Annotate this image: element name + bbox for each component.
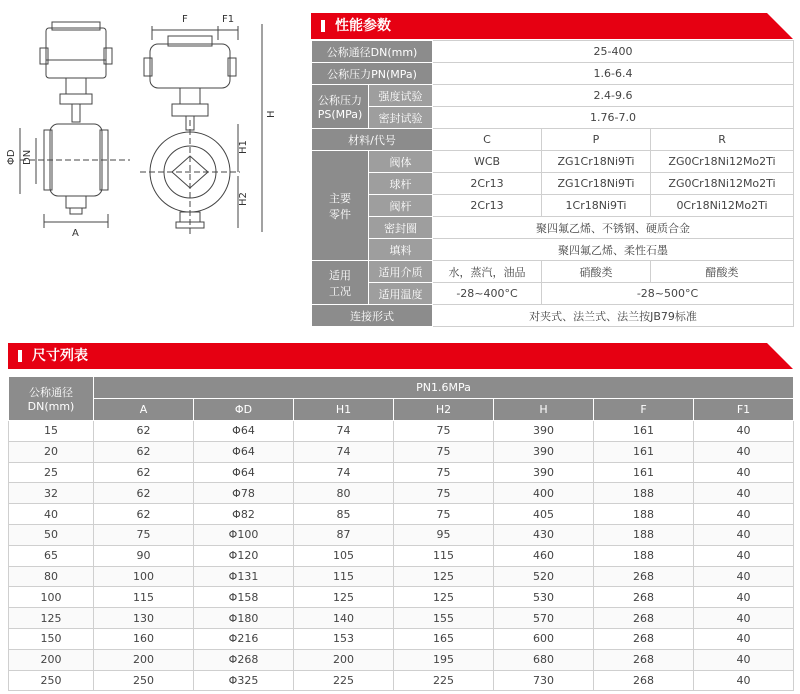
perf-table xyxy=(311,40,794,327)
table-cell: 62 xyxy=(94,462,194,483)
table-cell: 40 xyxy=(694,545,794,566)
perf-code-r: R xyxy=(651,129,794,151)
table-cell: 570 xyxy=(494,608,594,629)
table-cell: 125 xyxy=(9,608,94,629)
table-cell: 100 xyxy=(94,566,194,587)
table-cell: 62 xyxy=(94,421,194,442)
table-cell: 125 xyxy=(394,566,494,587)
table-cell: Φ131 xyxy=(194,566,294,587)
table-cell: 188 xyxy=(594,524,694,545)
dim-col-a: A xyxy=(94,399,194,421)
perf-stem-p: 1Cr18Ni9Ti xyxy=(542,195,651,217)
table-cell: 730 xyxy=(494,670,594,691)
table-cell: 405 xyxy=(494,504,594,525)
label-dn: DN xyxy=(22,149,33,165)
perf-ball-c: 2Cr13 xyxy=(433,173,542,195)
table-cell: 40 xyxy=(694,524,794,545)
table-cell: 115 xyxy=(394,545,494,566)
dim-table xyxy=(8,376,794,691)
dim-col-f1: F1 xyxy=(694,399,794,421)
table-cell: 155 xyxy=(394,608,494,629)
dim-dn-header-2: DN(mm) xyxy=(27,400,75,413)
perf-code-p: P xyxy=(542,129,651,151)
perf-temp-c: -28~400°C xyxy=(433,283,542,305)
table-cell: 75 xyxy=(394,483,494,504)
perf-ps-label-1: 公称压力 xyxy=(318,94,362,107)
dim-col-f: F xyxy=(594,399,694,421)
perf-ball-label: 球杆 xyxy=(369,173,433,195)
perf-cond-label xyxy=(312,261,369,305)
table-cell: 125 xyxy=(394,587,494,608)
table-cell: 188 xyxy=(594,483,694,504)
perf-media-label: 适用介质 xyxy=(369,261,433,283)
table-cell: Φ100 xyxy=(194,524,294,545)
table-cell: 250 xyxy=(9,670,94,691)
table-cell: Φ216 xyxy=(194,628,294,649)
label-f: F xyxy=(182,14,188,25)
table-row xyxy=(9,462,794,483)
table-cell: 430 xyxy=(494,524,594,545)
perf-packing-label: 填料 xyxy=(369,239,433,261)
table-cell: 20 xyxy=(9,441,94,462)
perf-connection-label: 连接形式 xyxy=(312,305,433,327)
table-cell: Φ325 xyxy=(194,670,294,691)
table-cell: 160 xyxy=(94,628,194,649)
label-phi-d: ΦD xyxy=(6,149,17,165)
table-cell: 161 xyxy=(594,421,694,442)
table-row xyxy=(9,628,794,649)
perf-media-r: 醋酸类 xyxy=(651,261,794,283)
table-cell: 40 xyxy=(694,670,794,691)
perf-material-label: 材料/代号 xyxy=(312,129,433,151)
perf-strength-value: 2.4-9.6 xyxy=(433,85,794,107)
table-cell: 200 xyxy=(94,649,194,670)
table-cell: 40 xyxy=(694,566,794,587)
perf-ps-label xyxy=(312,85,369,129)
table-cell: Φ82 xyxy=(194,504,294,525)
table-cell: 62 xyxy=(94,483,194,504)
table-cell: 40 xyxy=(694,441,794,462)
table-cell: 268 xyxy=(594,649,694,670)
table-cell: 520 xyxy=(494,566,594,587)
table-cell: 40 xyxy=(9,504,94,525)
perf-media-p: 硝酸类 xyxy=(542,261,651,283)
label-a: A xyxy=(72,228,79,239)
perf-temp-label: 适用温度 xyxy=(369,283,433,305)
table-cell: 90 xyxy=(94,545,194,566)
table-cell: Φ158 xyxy=(194,587,294,608)
table-cell: 530 xyxy=(494,587,594,608)
table-cell: 80 xyxy=(9,566,94,587)
table-cell: 268 xyxy=(594,628,694,649)
dim-body xyxy=(9,421,794,691)
table-row xyxy=(9,524,794,545)
table-cell: 268 xyxy=(594,608,694,629)
table-row xyxy=(9,608,794,629)
table-cell: 115 xyxy=(94,587,194,608)
valve-drawing xyxy=(0,0,300,240)
table-cell: 200 xyxy=(9,649,94,670)
table-cell: 250 xyxy=(94,670,194,691)
table-cell: 268 xyxy=(594,566,694,587)
dim-col-h2: H2 xyxy=(394,399,494,421)
perf-body-label: 阀体 xyxy=(369,151,433,173)
table-cell: 75 xyxy=(394,441,494,462)
table-cell: 40 xyxy=(694,462,794,483)
label-h1: H1 xyxy=(238,140,249,154)
table-cell: 40 xyxy=(694,628,794,649)
table-cell: 200 xyxy=(294,649,394,670)
dim-col-h: H xyxy=(494,399,594,421)
table-cell: 74 xyxy=(294,441,394,462)
dim-col-phid: ΦD xyxy=(194,399,294,421)
perf-title: 性能参数 xyxy=(311,13,793,39)
table-cell: 140 xyxy=(294,608,394,629)
table-cell: 153 xyxy=(294,628,394,649)
table-cell: 165 xyxy=(394,628,494,649)
table-cell: 87 xyxy=(294,524,394,545)
perf-temp-pr: -28~500°C xyxy=(542,283,794,305)
table-cell: 150 xyxy=(9,628,94,649)
perf-seal-label: 密封试验 xyxy=(369,107,433,129)
perf-dn-value: 25-400 xyxy=(433,41,794,63)
perf-body-r: ZG0Cr18Ni12Mo2Ti xyxy=(651,151,794,173)
table-row xyxy=(9,421,794,442)
table-cell: 40 xyxy=(694,608,794,629)
table-row xyxy=(9,566,794,587)
table-cell: 680 xyxy=(494,649,594,670)
perf-cond-label-2: 工况 xyxy=(329,284,351,298)
table-cell: 115 xyxy=(294,566,394,587)
table-cell: 32 xyxy=(9,483,94,504)
perf-stem-c: 2Cr13 xyxy=(433,195,542,217)
perf-packing-value: 聚四氟乙烯、柔性石墨 xyxy=(433,239,794,261)
table-cell: 40 xyxy=(694,483,794,504)
table-cell: 125 xyxy=(294,587,394,608)
perf-stem-label: 阀杆 xyxy=(369,195,433,217)
dim-col-h1: H1 xyxy=(294,399,394,421)
table-cell: Φ64 xyxy=(194,441,294,462)
perf-ball-r: ZG0Cr18Ni12Mo2Ti xyxy=(651,173,794,195)
perf-ps-label-2: PS(MPa) xyxy=(317,108,363,121)
dim-group-header: PN1.6MPa xyxy=(94,377,794,399)
table-cell: 188 xyxy=(594,504,694,525)
table-row xyxy=(9,483,794,504)
table-cell: 65 xyxy=(9,545,94,566)
table-cell: 40 xyxy=(694,649,794,670)
table-row xyxy=(9,649,794,670)
table-cell: 161 xyxy=(594,441,694,462)
perf-parts-label xyxy=(312,151,369,261)
table-row xyxy=(9,545,794,566)
table-cell: Φ64 xyxy=(194,421,294,442)
table-cell: 40 xyxy=(694,587,794,608)
perf-code-c: C xyxy=(433,129,542,151)
table-row xyxy=(9,587,794,608)
table-cell: 195 xyxy=(394,649,494,670)
table-cell: 460 xyxy=(494,545,594,566)
table-cell: 225 xyxy=(294,670,394,691)
perf-pn-value: 1.6-6.4 xyxy=(433,63,794,85)
table-cell: 25 xyxy=(9,462,94,483)
perf-dn-label: 公称通径DN(mm) xyxy=(312,41,433,63)
table-cell: 161 xyxy=(594,462,694,483)
table-cell: 62 xyxy=(94,441,194,462)
table-cell: 50 xyxy=(9,524,94,545)
dim-title: 尺寸列表 xyxy=(8,343,793,369)
dim-dn-header-1: 公称通径 xyxy=(29,386,73,399)
perf-connection-value: 对夹式、法兰式、法兰按JB79标准 xyxy=(433,305,794,327)
perf-strength-label: 强度试验 xyxy=(369,85,433,107)
perf-seal-value: 1.76-7.0 xyxy=(433,107,794,129)
table-cell: 85 xyxy=(294,504,394,525)
table-cell: Φ180 xyxy=(194,608,294,629)
perf-sealring-value: 聚四氟乙烯、不锈钢、硬质合金 xyxy=(433,217,794,239)
perf-body-c: WCB xyxy=(433,151,542,173)
table-cell: Φ64 xyxy=(194,462,294,483)
perf-stem-r: 0Cr18Ni12Mo2Ti xyxy=(651,195,794,217)
table-cell: 400 xyxy=(494,483,594,504)
perf-media-c: 水，蒸汽，油品 xyxy=(433,261,542,283)
table-cell: 268 xyxy=(594,587,694,608)
table-cell: 75 xyxy=(394,421,494,442)
label-h: H xyxy=(266,110,277,118)
table-cell: 600 xyxy=(494,628,594,649)
perf-cond-label-1: 适用 xyxy=(329,268,351,282)
table-cell: 62 xyxy=(94,504,194,525)
table-row xyxy=(9,441,794,462)
perf-body-p: ZG1Cr18Ni9Ti xyxy=(542,151,651,173)
dim-dn-header xyxy=(9,377,94,421)
table-cell: 390 xyxy=(494,441,594,462)
table-cell: 75 xyxy=(94,524,194,545)
perf-ball-p: ZG1Cr18Ni9Ti xyxy=(542,173,651,195)
label-h2: H2 xyxy=(238,192,249,206)
table-cell: 75 xyxy=(394,462,494,483)
table-cell: 40 xyxy=(694,504,794,525)
table-cell: 80 xyxy=(294,483,394,504)
perf-sealring-label: 密封圈 xyxy=(369,217,433,239)
side-view xyxy=(20,22,130,228)
table-cell: Φ120 xyxy=(194,545,294,566)
perf-parts-label-1: 主要 xyxy=(329,191,351,205)
table-cell: 100 xyxy=(9,587,94,608)
table-cell: 188 xyxy=(594,545,694,566)
table-cell: 74 xyxy=(294,462,394,483)
table-row xyxy=(9,670,794,691)
table-row xyxy=(9,504,794,525)
table-cell: 390 xyxy=(494,421,594,442)
table-cell: 75 xyxy=(394,504,494,525)
table-cell: 225 xyxy=(394,670,494,691)
table-cell: 95 xyxy=(394,524,494,545)
perf-pn-label: 公称压力PN(MPa) xyxy=(312,63,433,85)
table-cell: 15 xyxy=(9,421,94,442)
perf-parts-label-2: 零件 xyxy=(329,207,351,221)
table-cell: 268 xyxy=(594,670,694,691)
table-cell: 130 xyxy=(94,608,194,629)
table-cell: 74 xyxy=(294,421,394,442)
table-cell: Φ268 xyxy=(194,649,294,670)
table-cell: Φ78 xyxy=(194,483,294,504)
table-cell: 390 xyxy=(494,462,594,483)
table-cell: 40 xyxy=(694,421,794,442)
label-f1: F1 xyxy=(222,14,235,25)
table-cell: 105 xyxy=(294,545,394,566)
